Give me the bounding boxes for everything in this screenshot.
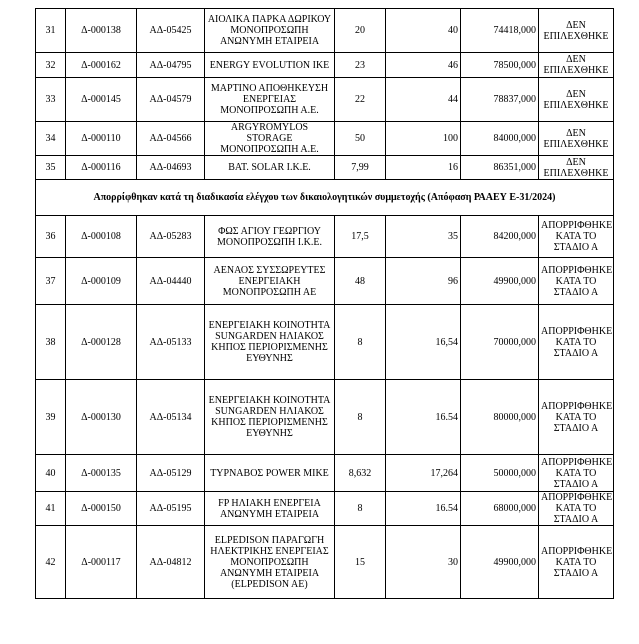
- result-status: ΑΠΟΡΡΙΦΘΗΚΕ ΚΑΤΑ ΤΟ ΣΤΑΔΙΟ Α: [539, 216, 614, 258]
- bid-amount: 84000,000: [461, 122, 539, 156]
- capacity-mw: 22: [335, 78, 386, 122]
- row-number: 42: [36, 526, 66, 599]
- power-value: 16.54: [386, 492, 461, 526]
- application-code: Δ-000138: [66, 9, 137, 53]
- table-row: [36, 305, 614, 380]
- row-number: 34: [36, 122, 66, 156]
- row-number: 37: [36, 258, 66, 305]
- bid-amount: 84200,000: [461, 216, 539, 258]
- result-status: ΑΠΟΡΡΙΦΘΗΚΕ ΚΑΤΑ ΤΟ ΣΤΑΔΙΟ Α: [539, 492, 614, 526]
- company-name: ELPEDISON ΠΑΡΑΓΩΓΗ ΗΛΕΚΤΡΙΚΗΣ ΕΝΕΡΓΕΙΑΣ ΜΟΝΟΠΡΟΣΩΠΗ ΑΝΩΝΥΜΗ ΕΤΑΙΡΕΙΑ (ELPEDISON AE): [205, 526, 335, 599]
- table-row: [36, 78, 614, 122]
- table-row: [36, 258, 614, 305]
- application-code: Δ-000145: [66, 78, 137, 122]
- application-code: Δ-000128: [66, 305, 137, 380]
- power-value: 44: [386, 78, 461, 122]
- bid-amount: 80000,000: [461, 380, 539, 455]
- bid-amount: 86351,000: [461, 156, 539, 180]
- result-status: ΔΕΝ ΕΠΙΛΕΧΘΗΚΕ: [539, 9, 614, 53]
- power-value: 16.54: [386, 380, 461, 455]
- application-code: Δ-000135: [66, 455, 137, 492]
- table-row: [36, 53, 614, 78]
- company-name: ARGYROMYLOS STORAGE ΜΟΝΟΠΡΟΣΩΠΗ Α.Ε.: [205, 122, 335, 156]
- power-value: 96: [386, 258, 461, 305]
- ada-code: ΑΔ-05283: [137, 216, 205, 258]
- ada-code: ΑΔ-04795: [137, 53, 205, 78]
- ada-code: ΑΔ-04579: [137, 78, 205, 122]
- application-code: Δ-000109: [66, 258, 137, 305]
- capacity-mw: 8,632: [335, 455, 386, 492]
- bid-amount: 74418,000: [461, 9, 539, 53]
- section-title: Απορρίφθηκαν κατά τη διαδικασία ελέγχου των δικαιολογητικών συμμετοχής (Απόφαση ΡΑΑΕΥ Ε-31/2024): [36, 180, 614, 216]
- bid-amount: 49900,000: [461, 526, 539, 599]
- capacity-mw: 17,5: [335, 216, 386, 258]
- ada-code: ΑΔ-05134: [137, 380, 205, 455]
- application-code: Δ-000116: [66, 156, 137, 180]
- capacity-mw: 23: [335, 53, 386, 78]
- capacity-mw: 15: [335, 526, 386, 599]
- bid-amount: 78837,000: [461, 78, 539, 122]
- company-name: ΕΝΕΡΓΕΙΑΚΗ ΚΟΙΝΟΤΗΤΑ SUNGARDEN ΗΛΙΑΚΟΣ ΚΗΠΟΣ ΠΕΡΙΟΡΙΣΜΕΝΗΣ ΕΥΘΥΝΗΣ: [205, 305, 335, 380]
- row-number: 35: [36, 156, 66, 180]
- result-status: ΔΕΝ ΕΠΙΛΕΧΘΗΚΕ: [539, 78, 614, 122]
- power-value: 35: [386, 216, 461, 258]
- ada-code: ΑΔ-04440: [137, 258, 205, 305]
- table-body-not-selected: [36, 9, 614, 180]
- table-body-rejected: [36, 216, 614, 599]
- application-code: Δ-000130: [66, 380, 137, 455]
- result-status: ΔΕΝ ΕΠΙΛΕΧΘΗΚΕ: [539, 122, 614, 156]
- application-code: Δ-000110: [66, 122, 137, 156]
- result-status: ΑΠΟΡΡΙΦΘΗΚΕ ΚΑΤΑ ΤΟ ΣΤΑΔΙΟ Α: [539, 526, 614, 599]
- ada-code: ΑΔ-05133: [137, 305, 205, 380]
- application-code: Δ-000162: [66, 53, 137, 78]
- bid-amount: 70000,000: [461, 305, 539, 380]
- power-value: 16: [386, 156, 461, 180]
- capacity-mw: 8: [335, 380, 386, 455]
- result-status: ΑΠΟΡΡΙΦΘΗΚΕ ΚΑΤΑ ΤΟ ΣΤΑΔΙΟ Α: [539, 305, 614, 380]
- company-name: ΑΕΝΑΟΣ ΣΥΣΣΩΡΕΥΤΕΣ ΕΝΕΡΓΕΙΑΚΗ ΜΟΝΟΠΡΟΣΩΠΗ ΑΕ: [205, 258, 335, 305]
- power-value: 46: [386, 53, 461, 78]
- table-row: [36, 122, 614, 156]
- row-number: 38: [36, 305, 66, 380]
- capacity-mw: 50: [335, 122, 386, 156]
- company-name: ΜΑΡΤΙΝΟ ΑΠΟΘΗΚΕΥΣΗ ΕΝΕΡΓΕΙΑΣ ΜΟΝΟΠΡΟΣΩΠΗ Α.Ε.: [205, 78, 335, 122]
- ada-code: ΑΔ-05195: [137, 492, 205, 526]
- application-code: Δ-000108: [66, 216, 137, 258]
- row-number: 32: [36, 53, 66, 78]
- table-row: [36, 9, 614, 53]
- row-number: 40: [36, 455, 66, 492]
- result-status: ΑΠΟΡΡΙΦΘΗΚΕ ΚΑΤΑ ΤΟ ΣΤΑΔΙΟ Α: [539, 455, 614, 492]
- company-name: ΑΙΟΛΙΚΑ ΠΑΡΚΑ ΔΩΡΙΚΟΥ ΜΟΝΟΠΡΟΣΩΠΗ ΑΝΩΝΥΜΗ ΕΤΑΙΡΕΙΑ: [205, 9, 335, 53]
- table-row: [36, 492, 614, 526]
- bid-amount: 78500,000: [461, 53, 539, 78]
- company-name: ΕΝΕΡΓΕΙΑΚΗ ΚΟΙΝΟΤΗΤΑ SUNGARDEN ΗΛΙΑΚΟΣ ΚΗΠΟΣ ΠΕΡΙΟΡΙΣΜΕΝΗΣ ΕΥΘΥΝΗΣ: [205, 380, 335, 455]
- ada-code: ΑΔ-04693: [137, 156, 205, 180]
- power-value: 30: [386, 526, 461, 599]
- table-row: [36, 380, 614, 455]
- capacity-mw: 7,99: [335, 156, 386, 180]
- company-name: ENERGY EVOLUTION ΙΚΕ: [205, 53, 335, 78]
- row-number: 36: [36, 216, 66, 258]
- power-value: 17,264: [386, 455, 461, 492]
- ada-code: ΑΔ-05425: [137, 9, 205, 53]
- ada-code: ΑΔ-05129: [137, 455, 205, 492]
- capacity-mw: 8: [335, 492, 386, 526]
- bid-amount: 49900,000: [461, 258, 539, 305]
- section-header-group: [36, 180, 614, 216]
- company-name: ΦΩΣ ΑΓΙΟΥ ΓΕΩΡΓΙΟΥ ΜΟΝΟΠΡΟΣΩΠΗ Ι.Κ.Ε.: [205, 216, 335, 258]
- table-row: [36, 455, 614, 492]
- result-status: ΑΠΟΡΡΙΦΘΗΚΕ ΚΑΤΑ ΤΟ ΣΤΑΔΙΟ Α: [539, 258, 614, 305]
- bid-amount: 68000,000: [461, 492, 539, 526]
- capacity-mw: 48: [335, 258, 386, 305]
- power-value: 40: [386, 9, 461, 53]
- company-name: BAT. SOLAR I.K.E.: [205, 156, 335, 180]
- result-status: ΑΠΟΡΡΙΦΘΗΚΕ ΚΑΤΑ ΤΟ ΣΤΑΔΙΟ Α: [539, 380, 614, 455]
- power-value: 16,54: [386, 305, 461, 380]
- row-number: 31: [36, 9, 66, 53]
- section-header-row: [36, 180, 614, 216]
- ada-code: ΑΔ-04812: [137, 526, 205, 599]
- row-number: 39: [36, 380, 66, 455]
- capacity-mw: 20: [335, 9, 386, 53]
- power-value: 100: [386, 122, 461, 156]
- ada-code: ΑΔ-04566: [137, 122, 205, 156]
- capacity-mw: 8: [335, 305, 386, 380]
- company-name: ΤΥΡΝΑΒΟΣ POWER ΜΙΚΕ: [205, 455, 335, 492]
- table-row: [36, 526, 614, 599]
- company-name: FP ΗΛΙΑΚΗ ΕΝΕΡΓΕΙΑ ΑΝΩΝΥΜΗ ΕΤΑΙΡΕΙΑ: [205, 492, 335, 526]
- table-row: [36, 216, 614, 258]
- result-status: ΔΕΝ ΕΠΙΛΕΧΘΗΚΕ: [539, 53, 614, 78]
- bid-amount: 50000,000: [461, 455, 539, 492]
- application-code: Δ-000117: [66, 526, 137, 599]
- row-number: 33: [36, 78, 66, 122]
- result-status: ΔΕΝ ΕΠΙΛΕΧΘΗΚΕ: [539, 156, 614, 180]
- applications-table: [35, 8, 614, 599]
- row-number: 41: [36, 492, 66, 526]
- application-code: Δ-000150: [66, 492, 137, 526]
- table-row: [36, 156, 614, 180]
